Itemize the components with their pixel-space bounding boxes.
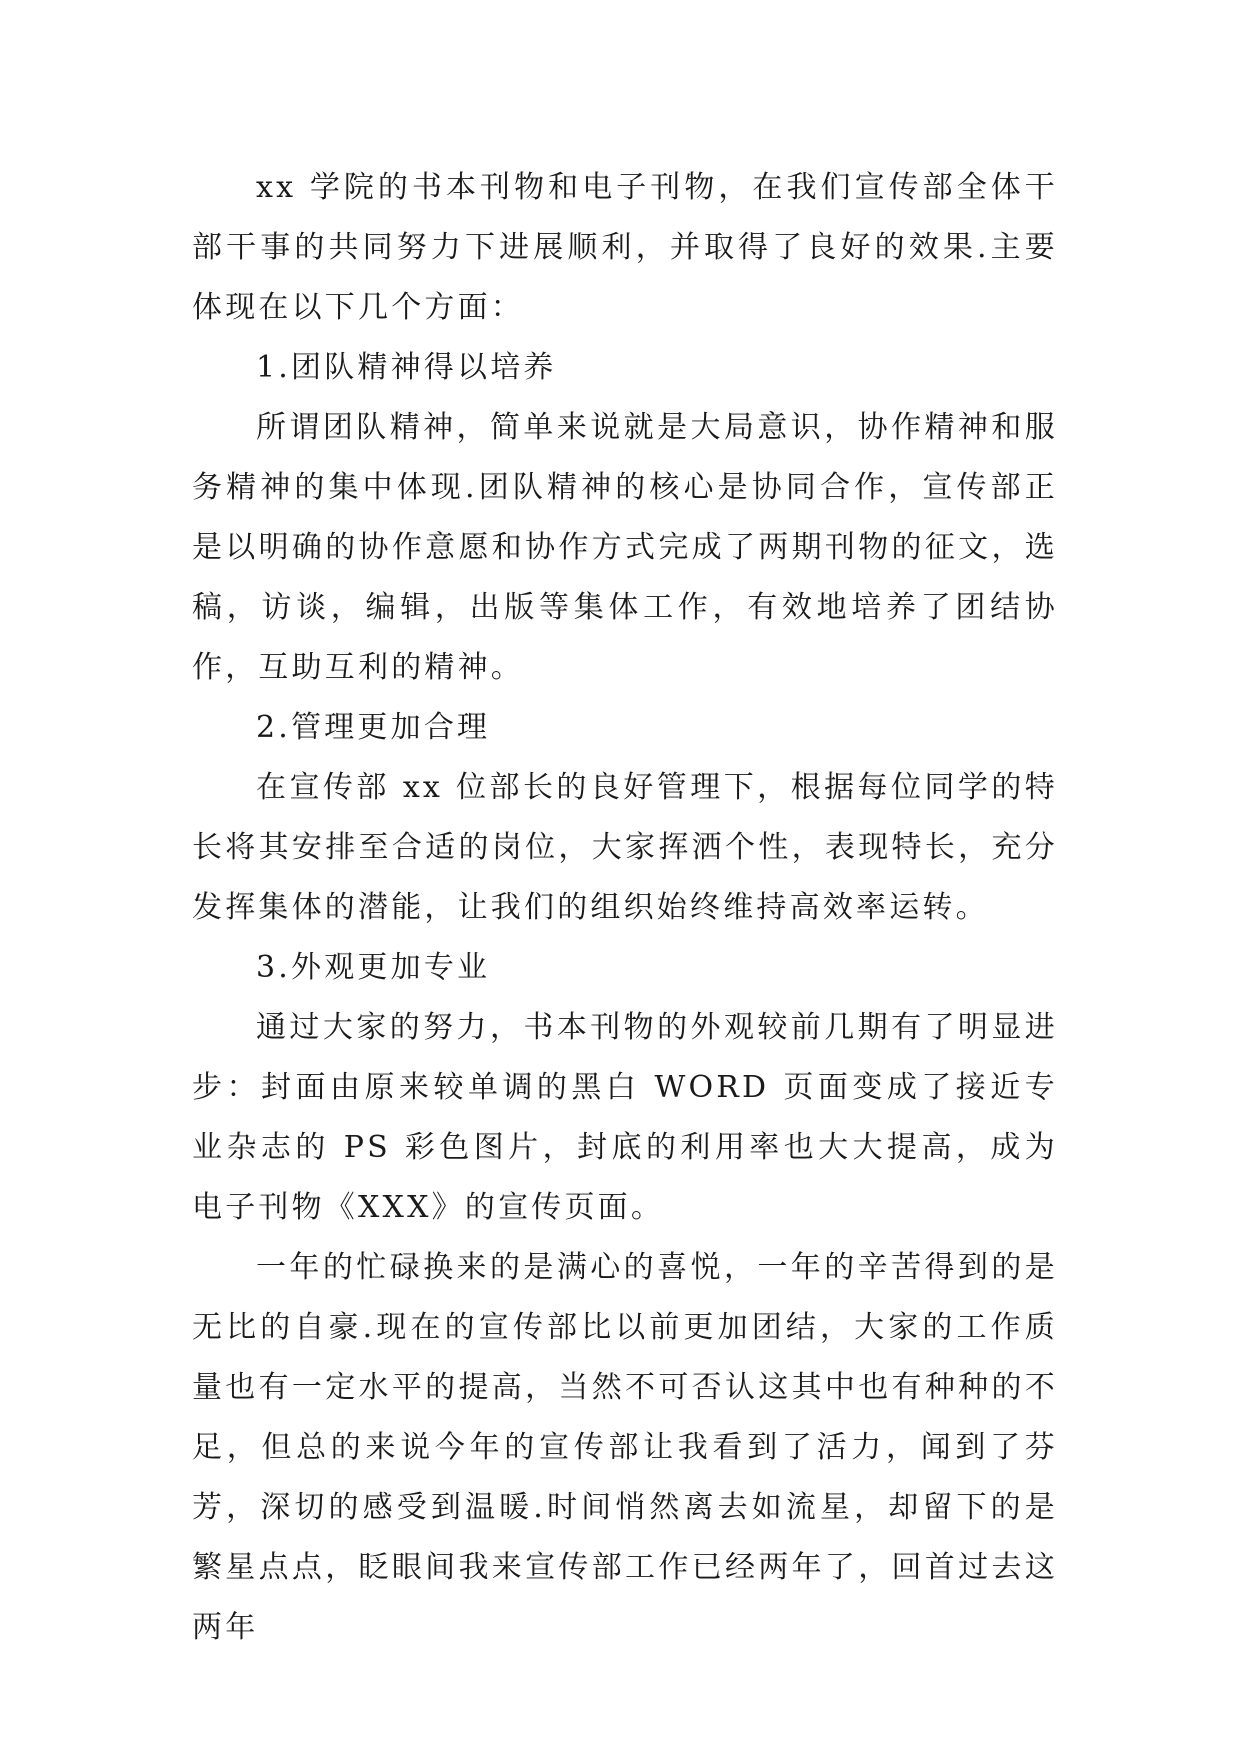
paragraph-team-spirit: 所谓团队精神，简单来说就是大局意识，协作精神和服务精神的集中体现.团队精神的核心是协同合作，宣传部正是以明确的协作意愿和协作方式完成了两期刊物的征文，选稿，访谈，编辑，出版等集体工作，有效地培养了团结协作，互助互利的精神。 (192, 410, 1058, 685)
section-heading-appearance: 3.外观更加专业 (256, 950, 491, 985)
section-heading-team-spirit: 1.团队精神得以培养 (256, 350, 557, 385)
paragraph-summary: 一年的忙碌换来的是满心的喜悦，一年的辛苦得到的是无比的自豪.现在的宣传部比以前更加团结，大家的工作质量也有一定水平的提高，当然不可否认这其中也有种种的不足，但总的来说今年的宣传部让我看到了活力，闻到了芬芳，深切的感受到温暖.时间悄然离去如流星，却留下的是繁星点点，眨眼间我来宣传部工作已经两年了，回首过去这两年 (192, 1250, 1058, 1645)
paragraph-appearance: 通过大家的努力，书本刊物的外观较前几期有了明显进步：封面由原来较单调的黑白 WORD 页面变成了接近专业杂志的 PS 彩色图片，封底的利用率也大大提高，成为电子刊物《XXX》的宣传页面。 (192, 1010, 1058, 1225)
paragraph-management: 在宣传部 xx 位部长的良好管理下，根据每位同学的特长将其安排至合适的岗位，大家挥洒个性，表现特长，充分发挥集体的潜能，让我们的组织始终维持高效率运转。 (192, 770, 1058, 925)
section-heading-management: 2.管理更加合理 (256, 710, 491, 745)
paragraph-intro: xx 学院的书本刊物和电子刊物，在我们宣传部全体干部干事的共同努力下进展顺利，并取得了良好的效果.主要体现在以下几个方面： (192, 170, 1058, 325)
document-body (192, 158, 1058, 1658)
